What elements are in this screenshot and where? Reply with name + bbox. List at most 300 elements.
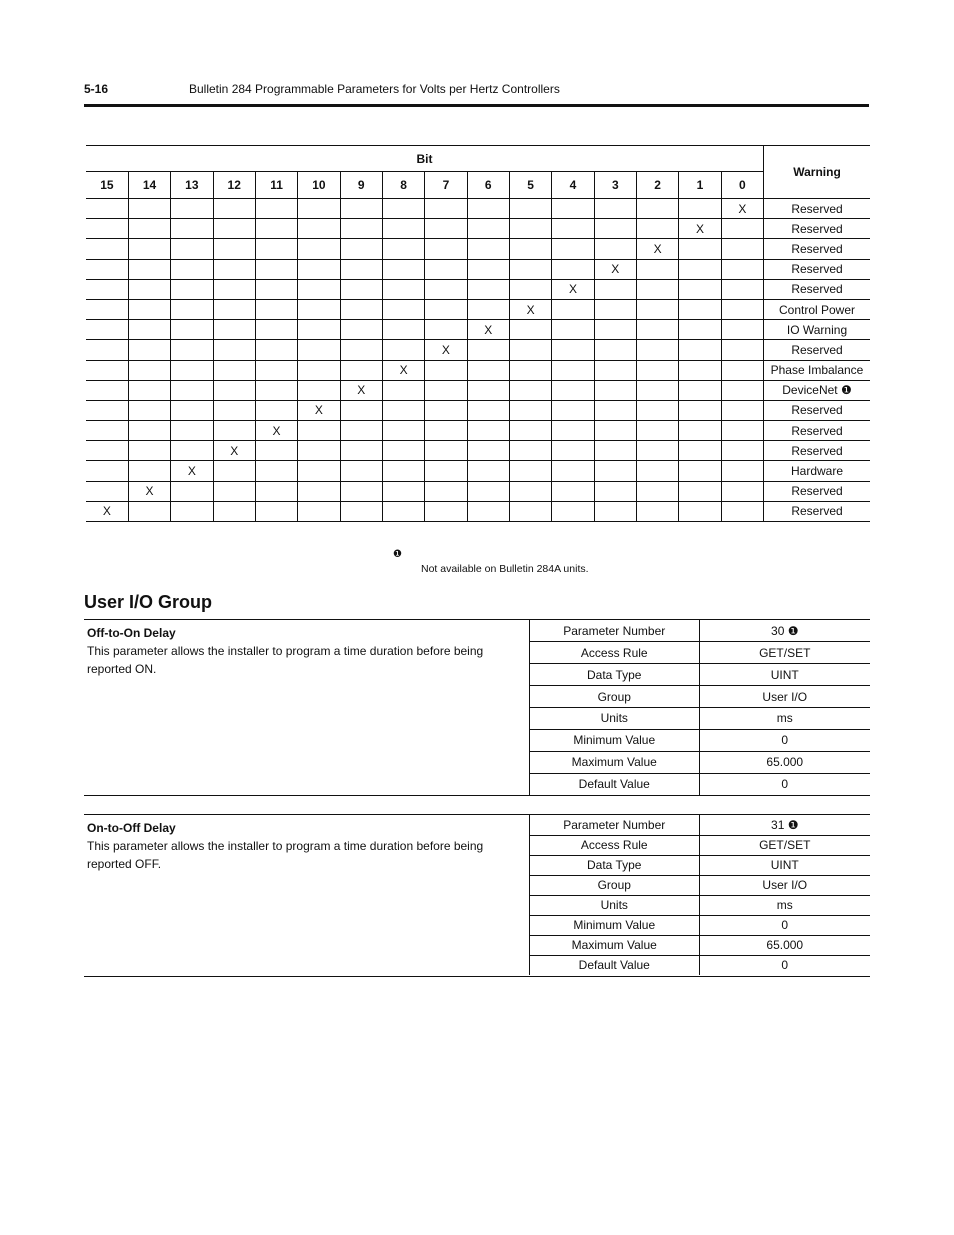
property-value: 65.000 <box>699 751 870 773</box>
bit-cell <box>213 239 255 259</box>
bit-cell <box>509 279 551 299</box>
bit-cell <box>298 360 340 380</box>
bit-cell <box>636 501 678 521</box>
bit-cell <box>636 199 678 219</box>
bit-cell <box>425 380 467 400</box>
bit-cell <box>552 461 594 481</box>
bit-cell <box>382 421 424 441</box>
bit-cell <box>86 279 128 299</box>
bit-cell <box>171 259 213 279</box>
bit-cell <box>594 320 636 340</box>
parameter-name: Off-to-On Delay <box>87 626 176 640</box>
warning-cell: Control Power <box>764 299 871 319</box>
table-row <box>530 620 871 642</box>
table-row <box>530 815 871 835</box>
bit-cell <box>213 400 255 420</box>
bit-cell <box>171 239 213 259</box>
bit-cell <box>721 400 763 420</box>
bit-cell <box>382 320 424 340</box>
bit-cell <box>425 360 467 380</box>
bit-cell <box>467 441 509 461</box>
bit-cell <box>298 461 340 481</box>
bit-cell <box>382 481 424 501</box>
bit-cell <box>298 239 340 259</box>
bit-mark-cell: X <box>594 259 636 279</box>
bit-cell <box>255 299 297 319</box>
bit-cell <box>552 219 594 239</box>
bit-cell <box>552 501 594 521</box>
bit-cell <box>171 340 213 360</box>
bit-number-row <box>86 172 870 199</box>
bit-cell <box>86 299 128 319</box>
bit-cell <box>382 461 424 481</box>
bit-cell <box>382 219 424 239</box>
bit-cell <box>552 299 594 319</box>
bit-cell <box>340 340 382 360</box>
parameter-name: On-to-Off Delay <box>87 821 176 835</box>
table-row <box>86 239 870 259</box>
property-value: 31 ❶ <box>699 815 870 835</box>
bit-cell <box>213 421 255 441</box>
bit-cell <box>467 421 509 441</box>
bit-cell <box>721 481 763 501</box>
bit-cell <box>594 461 636 481</box>
bit-cell <box>594 199 636 219</box>
bit-cell <box>679 259 721 279</box>
bit-number-header: 12 <box>213 172 255 199</box>
bit-cell <box>679 360 721 380</box>
bit-cell <box>298 481 340 501</box>
bit-mark-cell: X <box>636 239 678 259</box>
bit-cell <box>509 360 551 380</box>
table-row <box>86 340 870 360</box>
bit-cell <box>128 400 170 420</box>
bit-cell <box>467 299 509 319</box>
bit-cell <box>721 421 763 441</box>
bit-cell <box>679 340 721 360</box>
bit-cell <box>721 461 763 481</box>
table-row <box>86 501 870 521</box>
bit-cell <box>171 501 213 521</box>
bit-mark-cell: X <box>382 360 424 380</box>
property-label: Maximum Value <box>530 935 700 955</box>
bit-cell <box>679 501 721 521</box>
bit-cell <box>425 279 467 299</box>
bit-mark-cell: X <box>255 421 297 441</box>
bit-cell <box>552 259 594 279</box>
bit-cell <box>467 461 509 481</box>
bit-cell <box>594 299 636 319</box>
bit-cell <box>340 421 382 441</box>
bit-cell <box>425 461 467 481</box>
property-label: Parameter Number <box>530 620 700 642</box>
bit-cell <box>721 299 763 319</box>
bit-cell <box>128 340 170 360</box>
property-value: 65.000 <box>699 935 870 955</box>
bit-number-header: 15 <box>86 172 128 199</box>
warning-cell: Reserved <box>764 239 871 259</box>
bit-cell <box>128 380 170 400</box>
table-row <box>530 729 871 751</box>
bit-number-header: 11 <box>255 172 297 199</box>
bit-cell <box>171 481 213 501</box>
bit-number-header: 4 <box>552 172 594 199</box>
bit-cell <box>255 501 297 521</box>
bit-cell <box>467 360 509 380</box>
bit-cell <box>509 219 551 239</box>
bit-cell <box>340 299 382 319</box>
bit-cell <box>128 360 170 380</box>
bit-cell <box>679 199 721 219</box>
table-row <box>86 461 870 481</box>
bit-mark-cell: X <box>467 320 509 340</box>
property-label: Maximum Value <box>530 751 700 773</box>
bit-cell <box>340 400 382 420</box>
bit-cell <box>721 501 763 521</box>
bit-cell <box>171 400 213 420</box>
bit-mark-cell: X <box>340 380 382 400</box>
bit-number-header: 5 <box>509 172 551 199</box>
bit-cell <box>636 441 678 461</box>
bit-number-header: 7 <box>425 172 467 199</box>
bit-cell <box>340 239 382 259</box>
bit-cell <box>509 259 551 279</box>
property-label: Access Rule <box>530 835 700 855</box>
bit-cell <box>636 219 678 239</box>
property-value: 0 <box>699 915 870 935</box>
bit-cell <box>594 481 636 501</box>
table-row <box>530 686 871 708</box>
bit-cell <box>721 340 763 360</box>
bit-cell <box>298 380 340 400</box>
bit-cell <box>636 279 678 299</box>
bit-cell <box>509 441 551 461</box>
bit-mark-cell: X <box>298 400 340 420</box>
bit-cell <box>128 421 170 441</box>
bit-cell <box>425 219 467 239</box>
parameter-block-on-to-off <box>84 814 870 977</box>
bit-cell <box>86 380 128 400</box>
footnote-marker: ❶ <box>393 549 402 560</box>
bit-cell <box>721 360 763 380</box>
bit-cell <box>425 299 467 319</box>
property-label: Data Type <box>530 855 700 875</box>
property-label: Group <box>530 686 700 708</box>
bit-cell <box>425 199 467 219</box>
bit-cell <box>721 279 763 299</box>
bit-cell <box>298 219 340 239</box>
bit-cell <box>128 199 170 219</box>
bit-cell <box>382 299 424 319</box>
bit-cell <box>255 259 297 279</box>
table-row <box>86 199 870 219</box>
bit-mark-cell: X <box>171 461 213 481</box>
bit-cell <box>467 481 509 501</box>
bit-cell <box>594 380 636 400</box>
bit-cell <box>128 461 170 481</box>
bit-cell <box>171 421 213 441</box>
bit-cell <box>594 360 636 380</box>
parameter-properties-table <box>529 815 870 975</box>
property-value: User I/O <box>699 875 870 895</box>
bit-cell <box>509 320 551 340</box>
property-value: ms <box>699 708 870 730</box>
bit-cell <box>721 219 763 239</box>
bit-cell <box>552 199 594 219</box>
bit-cell <box>86 421 128 441</box>
property-value: ms <box>699 895 870 915</box>
bit-cell <box>340 259 382 279</box>
bit-cell <box>382 239 424 259</box>
bit-cell <box>679 299 721 319</box>
bit-cell <box>86 481 128 501</box>
bit-cell <box>594 501 636 521</box>
bit-cell <box>340 320 382 340</box>
bit-cell <box>636 421 678 441</box>
bit-mark-cell: X <box>679 219 721 239</box>
bit-cell <box>552 239 594 259</box>
table-row <box>86 421 870 441</box>
warning-bit-table <box>86 145 870 522</box>
bit-cell <box>425 400 467 420</box>
warning-cell: Reserved <box>764 400 871 420</box>
bit-cell <box>636 360 678 380</box>
bit-cell <box>255 481 297 501</box>
bit-mark-cell: X <box>552 279 594 299</box>
bit-cell <box>636 340 678 360</box>
warning-cell: Reserved <box>764 279 871 299</box>
bit-cell <box>213 259 255 279</box>
bit-cell <box>552 400 594 420</box>
bit-cell <box>552 380 594 400</box>
property-label: Units <box>530 895 700 915</box>
bit-cell <box>340 279 382 299</box>
bit-cell <box>171 320 213 340</box>
bit-cell <box>86 461 128 481</box>
bit-cell <box>594 219 636 239</box>
bit-cell <box>171 219 213 239</box>
bit-cell <box>298 501 340 521</box>
bit-cell <box>594 400 636 420</box>
bit-cell <box>255 461 297 481</box>
property-value: 0 <box>699 729 870 751</box>
warning-cell: Hardware <box>764 461 871 481</box>
bit-cell <box>86 400 128 420</box>
bit-cell <box>340 481 382 501</box>
bit-cell <box>340 441 382 461</box>
bit-cell <box>467 340 509 360</box>
bit-cell <box>86 340 128 360</box>
bit-cell <box>425 320 467 340</box>
table-row <box>86 481 870 501</box>
bit-cell <box>340 219 382 239</box>
bit-cell <box>255 441 297 461</box>
bit-number-header: 1 <box>679 172 721 199</box>
table-row <box>530 664 871 686</box>
bit-cell <box>594 279 636 299</box>
table-row <box>530 835 871 855</box>
warning-cell: Reserved <box>764 501 871 521</box>
bit-cell <box>86 360 128 380</box>
bit-number-header: 9 <box>340 172 382 199</box>
bit-cell <box>552 320 594 340</box>
bit-cell <box>509 461 551 481</box>
bit-cell <box>128 320 170 340</box>
bit-cell <box>171 380 213 400</box>
bit-cell <box>86 219 128 239</box>
bit-cell <box>679 400 721 420</box>
property-value: 0 <box>699 955 870 975</box>
bit-cell <box>128 279 170 299</box>
table-row <box>86 219 870 239</box>
table-row <box>86 360 870 380</box>
bit-cell <box>382 340 424 360</box>
property-label: Default Value <box>530 773 700 795</box>
warning-cell: Reserved <box>764 340 871 360</box>
bit-cell <box>340 360 382 380</box>
bit-cell <box>298 421 340 441</box>
bit-cell <box>425 239 467 259</box>
bit-number-header: 3 <box>594 172 636 199</box>
bit-cell <box>382 279 424 299</box>
bit-cell <box>213 299 255 319</box>
bit-cell <box>509 421 551 441</box>
bit-cell <box>298 320 340 340</box>
bit-cell <box>213 461 255 481</box>
bit-cell <box>467 400 509 420</box>
page-header <box>84 80 869 107</box>
bit-cell <box>86 441 128 461</box>
bit-cell <box>467 259 509 279</box>
bit-cell <box>340 461 382 481</box>
bit-cell <box>467 380 509 400</box>
bit-cell <box>340 199 382 219</box>
property-value: 30 ❶ <box>699 620 870 642</box>
bit-cell <box>255 199 297 219</box>
bit-cell <box>509 400 551 420</box>
table-row <box>530 895 871 915</box>
bit-cell <box>509 380 551 400</box>
bit-mark-cell: X <box>128 481 170 501</box>
bit-mark-cell: X <box>721 199 763 219</box>
parameter-properties-table <box>529 620 870 795</box>
bit-cell <box>128 259 170 279</box>
bit-cell <box>679 239 721 259</box>
bit-cell <box>255 279 297 299</box>
bit-cell <box>594 421 636 441</box>
table-row <box>86 400 870 420</box>
bit-cell <box>382 259 424 279</box>
parameter-description <box>87 624 527 678</box>
bit-cell <box>679 320 721 340</box>
table-row <box>86 299 870 319</box>
bit-cell <box>171 299 213 319</box>
bit-cell <box>509 199 551 219</box>
property-label: Group <box>530 875 700 895</box>
bit-cell <box>425 421 467 441</box>
bit-cell <box>679 461 721 481</box>
bit-cell <box>636 461 678 481</box>
parameter-block-off-to-on <box>84 619 870 796</box>
bit-cell <box>255 400 297 420</box>
table-row <box>86 380 870 400</box>
warning-header: Warning <box>764 146 871 199</box>
bit-cell <box>721 441 763 461</box>
property-value: UINT <box>699 664 870 686</box>
bit-cell <box>679 380 721 400</box>
bit-cell <box>171 360 213 380</box>
table-row <box>530 935 871 955</box>
bit-cell <box>509 239 551 259</box>
bit-cell <box>721 259 763 279</box>
bit-cell <box>636 400 678 420</box>
table-row <box>530 955 871 975</box>
bit-cell <box>679 421 721 441</box>
bit-cell <box>128 441 170 461</box>
bit-cell <box>721 380 763 400</box>
bit-cell <box>679 441 721 461</box>
bit-cell <box>171 279 213 299</box>
bit-cell <box>255 340 297 360</box>
bit-cell <box>382 380 424 400</box>
bit-cell <box>509 501 551 521</box>
property-value: UINT <box>699 855 870 875</box>
bit-cell <box>171 199 213 219</box>
bit-cell <box>509 340 551 360</box>
warning-cell: IO Warning <box>764 320 871 340</box>
parameter-description-text: This parameter allows the installer to program a time duration before being reported ON. <box>87 644 484 676</box>
property-label: Data Type <box>530 664 700 686</box>
table-row <box>530 751 871 773</box>
warning-cell: Reserved <box>764 259 871 279</box>
bit-number-header: 8 <box>382 172 424 199</box>
bit-mark-cell: X <box>213 441 255 461</box>
bit-cell <box>636 380 678 400</box>
bit-cell <box>382 501 424 521</box>
bit-number-header: 10 <box>298 172 340 199</box>
warning-cell: DeviceNet ❶ <box>764 380 871 400</box>
bit-mark-cell: X <box>86 501 128 521</box>
table-row <box>530 642 871 664</box>
bit-number-header: 0 <box>721 172 763 199</box>
property-label: Minimum Value <box>530 729 700 751</box>
property-label: Parameter Number <box>530 815 700 835</box>
bit-cell <box>721 239 763 259</box>
bit-cell <box>298 299 340 319</box>
bit-cell <box>552 340 594 360</box>
footnote-text: Not available on Bulletin 284A units. <box>421 563 589 575</box>
table-row <box>530 875 871 895</box>
bit-cell <box>128 239 170 259</box>
property-label: Default Value <box>530 955 700 975</box>
bit-number-header: 2 <box>636 172 678 199</box>
bit-cell <box>552 360 594 380</box>
warning-cell: Reserved <box>764 219 871 239</box>
bit-cell <box>86 199 128 219</box>
bit-cell <box>255 239 297 259</box>
warning-cell: Reserved <box>764 199 871 219</box>
bit-cell <box>298 199 340 219</box>
bit-cell <box>128 299 170 319</box>
bit-cell <box>636 259 678 279</box>
table-row <box>86 279 870 299</box>
page-number: 5-16 <box>84 82 109 96</box>
bit-cell <box>679 279 721 299</box>
bit-cell <box>425 259 467 279</box>
table-row <box>530 855 871 875</box>
bit-cell <box>255 380 297 400</box>
bit-cell <box>509 481 551 501</box>
